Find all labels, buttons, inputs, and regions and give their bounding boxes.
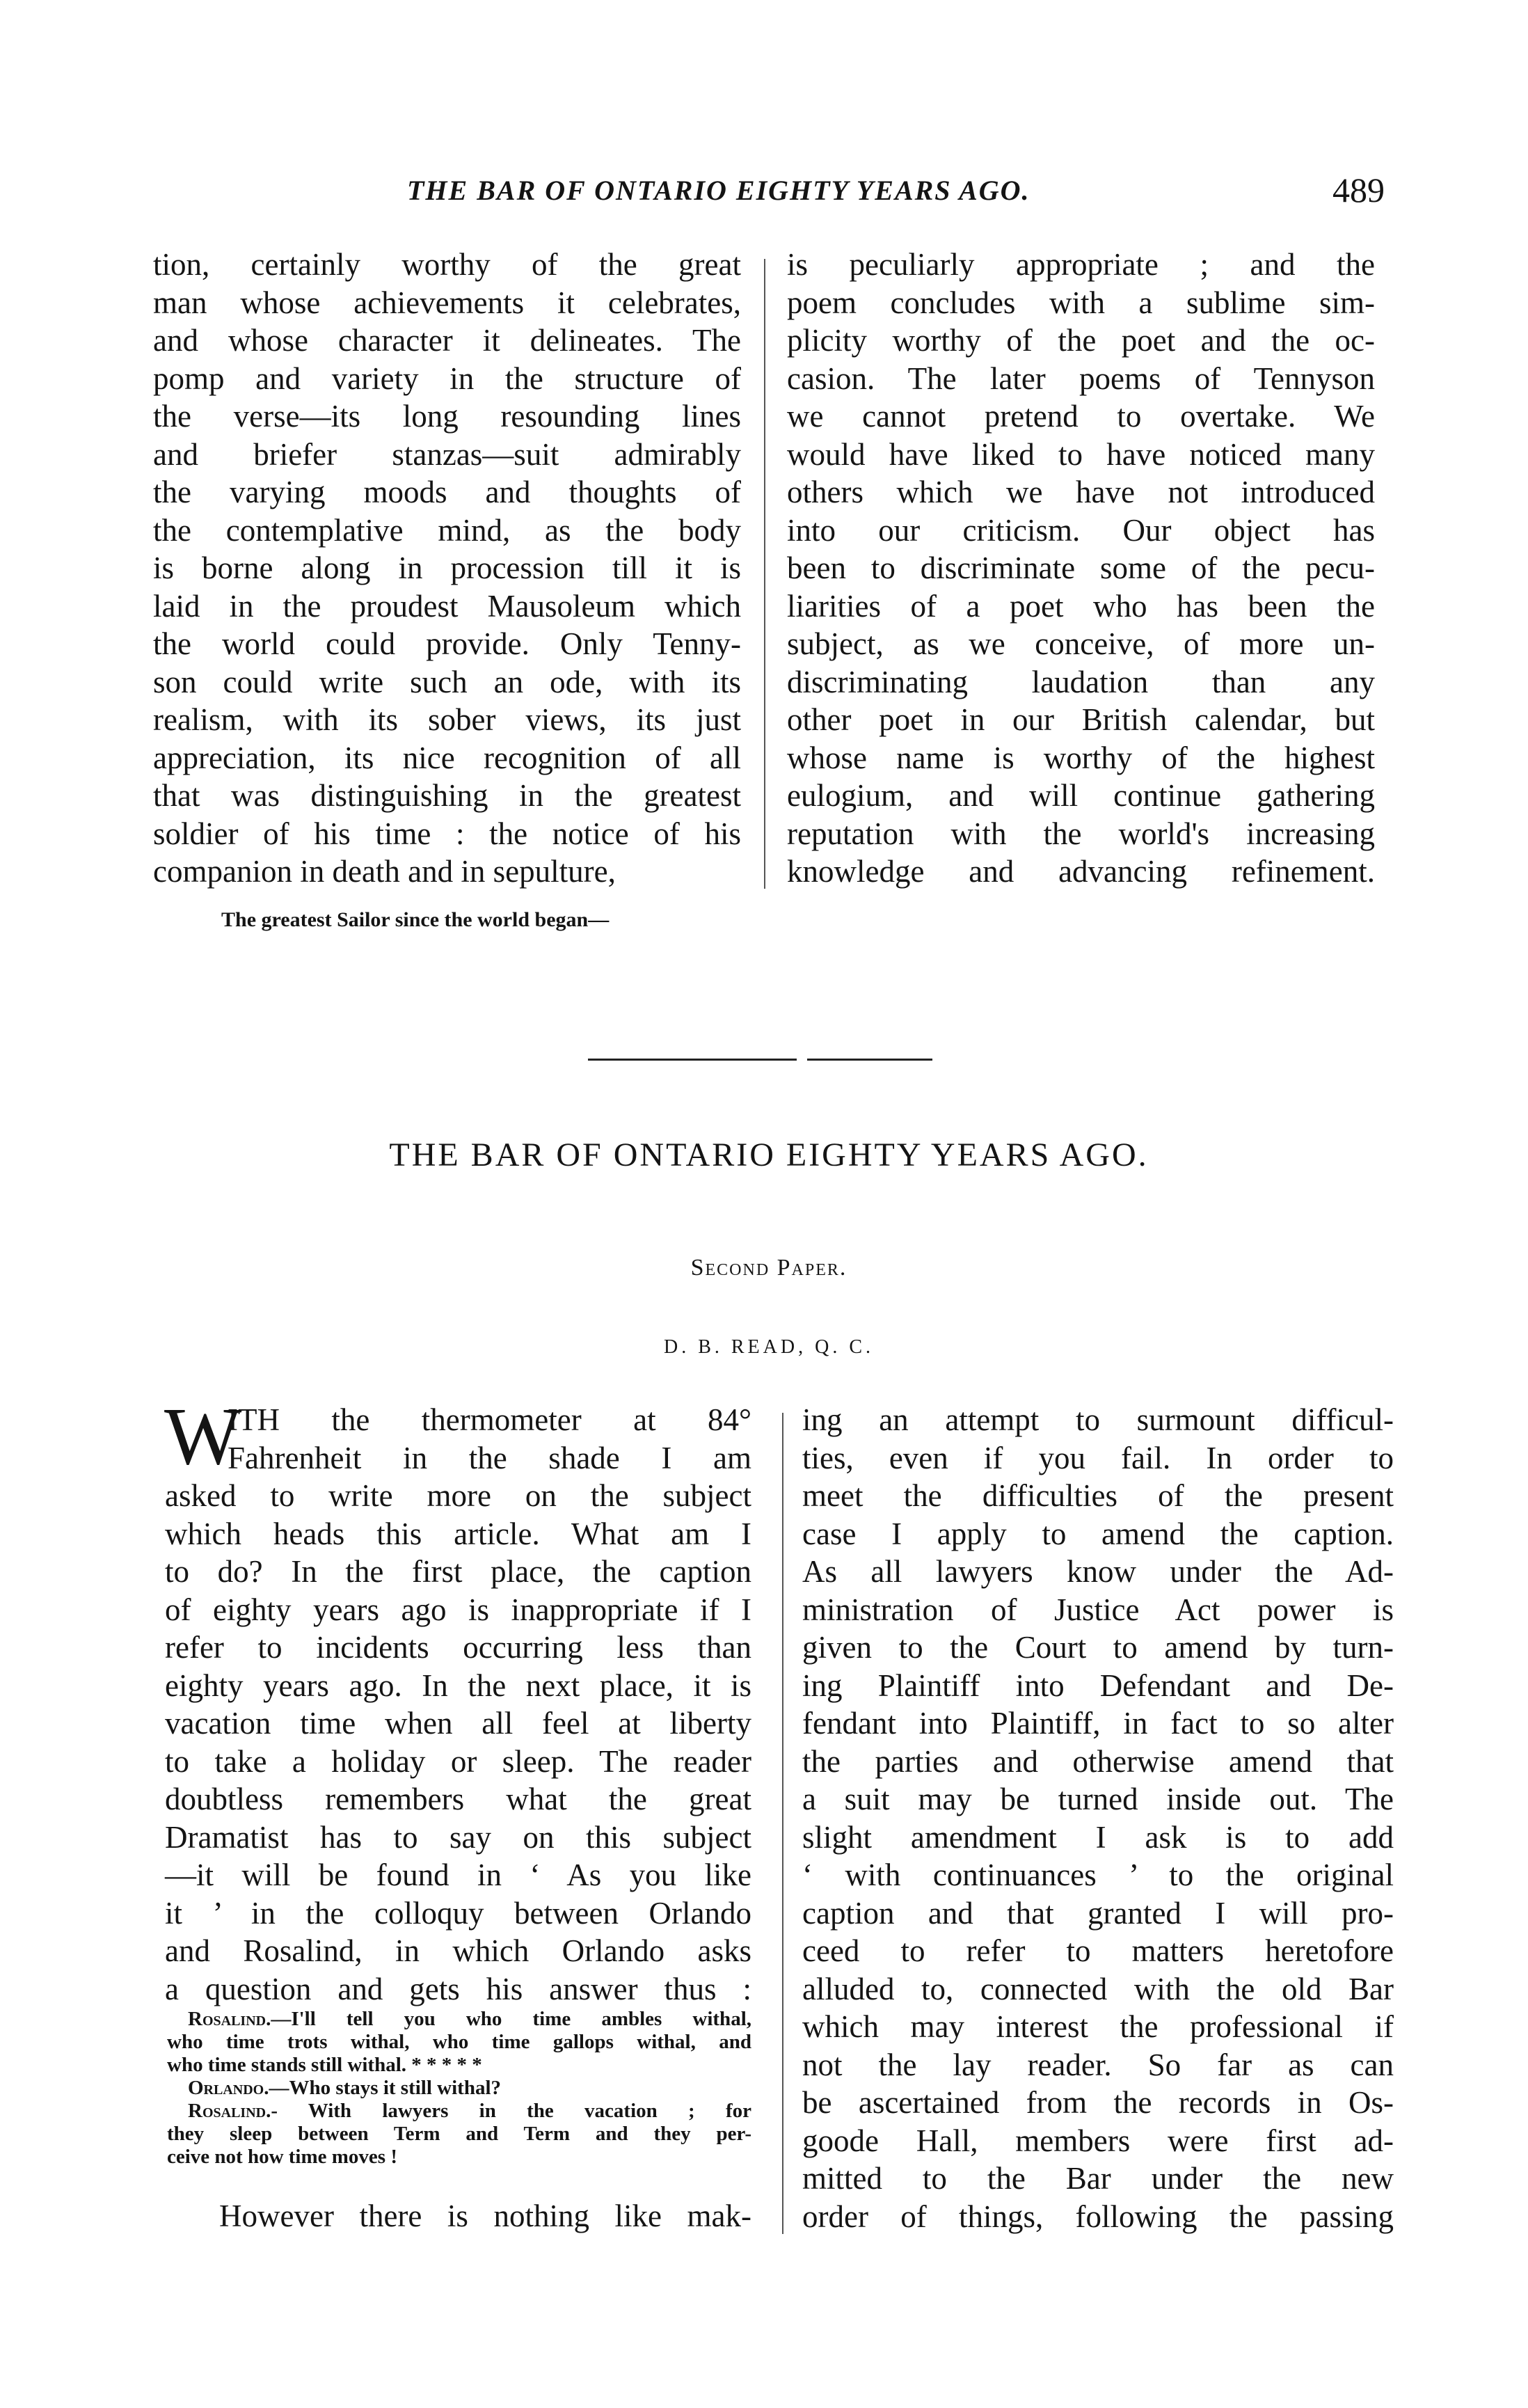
text-line: realism, with its sober views, its just (153, 702, 741, 737)
text-line: ‘ with continuances ’ to the original (802, 1858, 1394, 1892)
text-line: would have liked to have noticed many (787, 436, 1375, 472)
text-line: laid in the proudest Mausoleum which (153, 588, 741, 624)
text-line: caption and that granted I will pro- (802, 1895, 1394, 1931)
text-line: companion in death and in sepulture, (153, 854, 616, 889)
text-line: which heads this article. What am I (165, 1516, 751, 1551)
text-line: which may interest the professional if (802, 2009, 1394, 2044)
quote-line (188, 2100, 751, 2122)
article-title: THE BAR OF ONTARIO EIGHTY YEARS AGO. (389, 1136, 1149, 1173)
text-line: ceed to refer to matters heretofore (802, 1933, 1394, 1968)
text-line: the world could provide. Only Tenny- (153, 626, 741, 661)
text-line: of eighty years ago is inappropriate if I (165, 1592, 751, 1627)
text-line: tion, certainly worthy of the great (153, 247, 741, 282)
quote-text: - With lawyers in the vacation ; for (271, 2100, 751, 2122)
text-line: soldier of his time : the notice of his (153, 816, 741, 851)
text-line: and Rosalind, in which Orlando asks (165, 1933, 751, 1968)
text-line: be ascertained from the records in Os- (802, 2085, 1394, 2120)
text-line: the parties and otherwise amend that (802, 1743, 1394, 1779)
text-line: order of things, following the passing (802, 2199, 1394, 2234)
column-divider (782, 1413, 783, 2234)
quote-text: who time trots withal, who time gallops withal, and (167, 2031, 751, 2053)
text-line: ties, even if you fail. In order to (802, 1440, 1394, 1475)
text-line: meet the difficulties of the present (802, 1478, 1394, 1513)
text-line: reputation with the world's increasing (787, 816, 1375, 851)
article-subtitle: Second Paper. (690, 1255, 847, 1281)
text-line: we cannot pretend to overtake. We (787, 399, 1375, 434)
drop-cap: W (164, 1391, 242, 1482)
text-line: poem concludes with a sublime sim- (787, 285, 1375, 320)
text-line: whose name is worthy of the highest (787, 740, 1375, 775)
text-line: Dramatist has to say on this subject (165, 1819, 751, 1855)
text-line: to take a holiday or sleep. The reader (165, 1743, 751, 1779)
text-line: and whose character it delineates. The (153, 323, 741, 358)
text-line: other poet in our British calendar, but (787, 702, 1375, 737)
text-line: doubtless remembers what the great (165, 1782, 751, 1816)
text-line: —it will be found in ‘ As you like (165, 1858, 751, 1892)
section-rule-short (807, 1059, 932, 1061)
text-line: not the lay reader. So far as can (802, 2047, 1394, 2082)
quote-line (167, 2031, 751, 2053)
text-line: slight amendment I ask is to add (802, 1819, 1394, 1855)
quote-text: —I'll tell you who time ambles withal, (271, 2008, 751, 2030)
text-line: liarities of a poet who has been the (787, 588, 1375, 624)
quote-line (167, 2146, 751, 2168)
quote-text: they sleep between Term and Term and they per- (167, 2123, 751, 2145)
text-line: a question and gets his answer thus : (165, 1971, 751, 2006)
text-line: case I apply to amend the caption. (802, 1516, 1394, 1551)
text-line: However there is nothing like mak- (219, 2199, 751, 2233)
text-line: a suit may be turned inside out. The (802, 1782, 1394, 1816)
quote-speaker: Rosalind. (188, 2008, 271, 2030)
text-line: others which we have not introduced (787, 475, 1375, 509)
text-line: it ’ in the colloquy between Orlando (165, 1895, 751, 1931)
text-line: eulogium, and will continue gathering (787, 778, 1375, 813)
quote-speaker: Orlando. (188, 2077, 269, 2099)
quote-line (188, 2077, 751, 2099)
text-line: Fahrenheit in the shade I am (228, 1440, 751, 1475)
text-line: knowledge and advancing refinement. (787, 854, 1375, 889)
text-line: appreciation, its nice recognition of all (153, 740, 741, 775)
text-line: is peculiarly appropriate ; and the (787, 247, 1375, 282)
section-rule (588, 1059, 797, 1061)
text-line: given to the Court to amend by turn- (802, 1630, 1394, 1665)
quote-line (167, 2054, 751, 2076)
text-line: vacation time when all feel at liberty (165, 1706, 751, 1741)
text-line: into our criticism. Our object has (787, 512, 1375, 548)
text-line: son could write such an ode, with its (153, 664, 741, 699)
text-line: and briefer stanzas—suit admirably (153, 436, 741, 472)
quote-line (167, 2123, 751, 2145)
text-line: the verse—its long resounding lines (153, 399, 741, 434)
text-line: eighty years ago. In the next place, it is (165, 1668, 751, 1703)
text-line: the varying moods and thoughts of (153, 475, 741, 509)
text-line: asked to write more on the subject (165, 1478, 751, 1513)
running-header: THE BAR OF ONTARIO EIGHTY YEARS AGO. (407, 175, 1030, 206)
poem-caption: The greatest Sailor since the world began— (221, 908, 610, 931)
text-line: been to discriminate some of the pecu- (787, 550, 1375, 585)
quote-line (188, 2008, 751, 2030)
text-line: to do? In the first place, the caption (165, 1554, 751, 1589)
text-line: alluded to, connected with the old Bar (802, 1971, 1394, 2006)
article-author: D. B. READ, Q. C. (663, 1336, 874, 1358)
text-line: ministration of Justice Act power is (802, 1592, 1394, 1627)
text-line: ing an attempt to surmount difficul- (802, 1402, 1394, 1437)
text-line: discriminating laudation than any (787, 664, 1375, 699)
text-line: plicity worthy of the poet and the oc- (787, 323, 1375, 358)
text-line: refer to incidents occurring less than (165, 1630, 751, 1665)
text-line: is borne along in procession till it is (153, 550, 741, 585)
text-line: casion. The later poems of Tennyson (787, 361, 1375, 396)
text-line: that was distinguishing in the greatest (153, 778, 741, 813)
text-line: the contemplative mind, as the body (153, 512, 741, 548)
text-line: pomp and variety in the structure of (153, 361, 741, 396)
quote-text: ceive not how time moves ! (167, 2146, 397, 2168)
column-divider (764, 259, 765, 889)
page-number: 489 (1332, 171, 1385, 209)
text-line: man whose achievements it celebrates, (153, 285, 741, 320)
text-line: goode Hall, members were first ad- (802, 2123, 1394, 2158)
text-line: ing Plaintiff into Defendant and De- (802, 1668, 1394, 1703)
quote-text: —Who stays it still withal? (269, 2077, 502, 2099)
quote-speaker: Rosalind. (188, 2100, 271, 2122)
text-line: fendant into Plaintiff, in fact to so alter (802, 1706, 1394, 1741)
quote-text: who time stands still withal. * * * * * (167, 2054, 482, 2076)
text-line: subject, as we conceive, of more un- (787, 626, 1375, 661)
text-line: ITH the thermometer at 84° (228, 1402, 751, 1437)
text-line: As all lawyers know under the Ad- (802, 1554, 1394, 1589)
text-line: mitted to the Bar under the new (802, 2161, 1394, 2196)
